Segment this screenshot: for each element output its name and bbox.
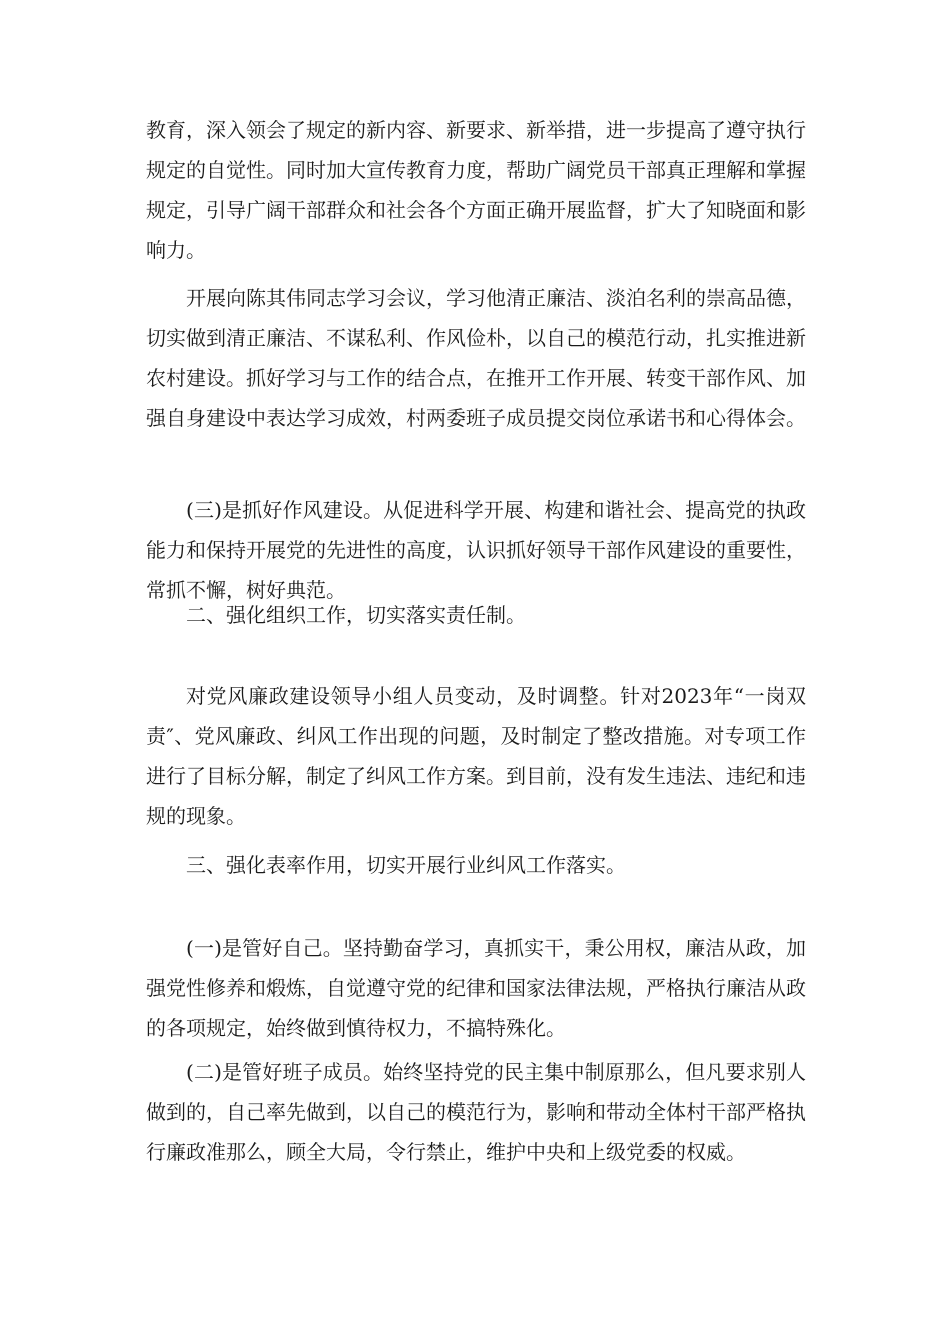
- paragraph-education-continuation: 教育，深入领会了规定的新内容、新要求、新举措，进一步提高了遵守执行规定的自觉性。同时加大宣传教育力度，帮助广阔党员干部真正理解和掌握规定，引导广阔干部群众和社会各个方面正确开展监督，扩大了知晓面和影响力。: [146, 118, 806, 262]
- heading-section-two: 二、强化组织工作，切实落实责任制。: [186, 603, 526, 627]
- paragraph-study-meeting: 开展向陈其伟同志学习会议，学习他清正廉洁、淡泊名利的崇高品德，切实做到清正廉洁、不谋私利、作风俭朴，以自己的模范行动，扎实推进新农村建设。抓好学习与工作的结合点，在推开工作开展、转变干部作风、加强自身建设中表达学习成效，村两委班子成员提交岗位承诺书和心得体会。: [146, 286, 806, 430]
- paragraph-adjustment: 对党风廉政建设领导小组人员变动，及时调整。针对2023年“一岗双责″、党风廉政、纠风工作出现的问题，及时制定了整改措施。对专项工作进行了目标分解，制定了纠风工作方案。到目前，没有发生违法、违纪和违规的现象。: [146, 684, 806, 828]
- paragraph-manage-team: (二)是管好班子成员。始终坚持党的民主集中制原那么，但凡要求别人做到的，自己率先做到，以自己的模范行为，影响和带动全体村干部严格执行廉政准那么，顾全大局，令行禁止，维护中央和上级党委的权威。: [146, 1060, 806, 1164]
- heading-section-three: 三、强化表率作用，切实开展行业纠风工作落实。: [186, 853, 626, 877]
- paragraph-manage-self: (一)是管好自己。坚持勤奋学习，真抓实干，秉公用权，廉洁从政，加强党性修养和煅炼，自觉遵守党的纪律和国家法律法规，严格执行廉洁从政的各项规定，始终做到慎待权力，不搞特殊化。: [146, 936, 806, 1040]
- paragraph-work-style: (三)是抓好作风建设。从促进科学开展、构建和谐社会、提高党的执政能力和保持开展党的先进性的高度，认识抓好领导干部作风建设的重要性，常抓不懈，树好典范。: [146, 498, 806, 602]
